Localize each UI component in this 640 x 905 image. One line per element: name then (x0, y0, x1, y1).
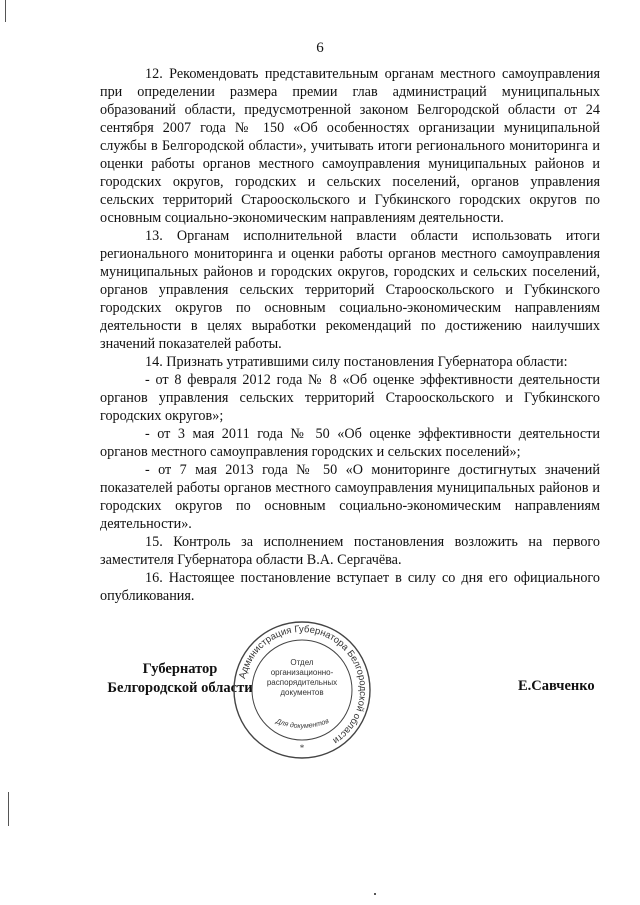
document-body (100, 65, 600, 605)
star-icon: * (299, 743, 305, 753)
paragraph-12: 12. Рекомендовать представительным органам местного самоуправления при определении размера премии глав администраций муниципальных образований области, предусмотренной законом Белгородской области от 24 сентября 2007 года № 150 «Об особенностях организации муниципальной службы в Белгородской области», учитывать итоги регионального мониторинга и оценки работы органов местного самоуправления муниципальных районов и городских округов, городских и сельских поселений, органов управления сельских территорий Старооскольского и Губкинского городских округов по основным социально-экономическим направлениям деятельности. (100, 66, 600, 226)
signatory-region: Белгородской области (107, 680, 253, 696)
stamp-bottom-text: Для документов (274, 717, 330, 731)
paragraph-15: 15. Контроль за исполнением постановления возложить на первого заместителя Губернатора области В.А. Сергачёва. (100, 534, 600, 568)
repealed-item-3: - от 7 мая 2013 года № 50 «О мониторинге достигнутых значений показателей работы органов местного самоуправления муниципальных районов и городских округов по основным социально-экономическим направлениям деятельности». (100, 462, 600, 532)
paragraph-14: 14. Признать утратившими силу постановления Губернатора области: (145, 354, 568, 370)
scan-dot (374, 893, 376, 895)
repealed-item-2: - от 3 мая 2011 года № 50 «Об оценке эффективности деятельности органов местного самоуправления городских и сельских поселений»; (100, 426, 600, 460)
signatory-title: Губернатор (142, 661, 218, 677)
paragraph-16: 16. Настоящее постановление вступает в силу со дня его официального опубликования. (100, 570, 600, 604)
scan-mark-left (8, 792, 9, 826)
scan-mark-top-left (5, 0, 6, 22)
paragraph-13: 13. Органам исполнительной власти области использовать итоги регионального мониторинга и оценки работы органов местного самоуправления муниципальных районов и городских округов, городских и сельских поселений, органов управления сельских территорий Старооскольского и Губкинского городских округов по основным социально-экономическим направлениям деятельности в целях выработки рекомендаций по достижению наилучших значений показателей работы. (100, 228, 600, 352)
official-stamp (232, 620, 372, 760)
stamp-department: Отдел организационно- распорядительных документов (266, 658, 338, 697)
signatory-name: Е.Савченко (518, 678, 595, 694)
page-number: 6 (316, 40, 324, 56)
repealed-item-1: - от 8 февраля 2012 года № 8 «Об оценке эффективности деятельности органов управления сельских территорий Старооскольского и Губкинского городских округов»; (100, 372, 600, 424)
stamp-ring-text: Администрация Губернатора Белгородской области (237, 623, 369, 747)
